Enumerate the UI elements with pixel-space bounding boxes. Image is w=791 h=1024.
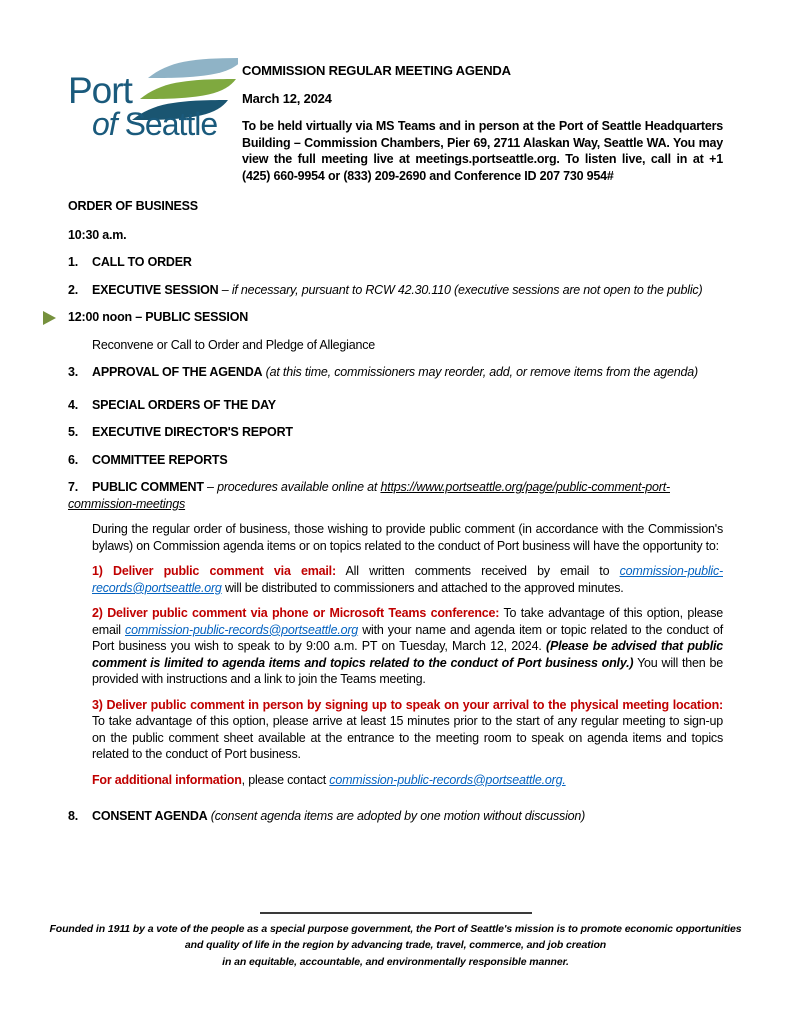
start-time: 10:30 a.m. [68, 227, 127, 242]
option1-lead: 1) Deliver public comment via email: [92, 564, 336, 579]
agenda-item-6 [68, 452, 723, 469]
mission-line-2: and quality of life in the region by advancing trade, travel, commerce, and job creation [184, 939, 607, 952]
item-title: COMMITTEE REPORTS [92, 452, 228, 467]
public-session-label: 12:00 noon – PUBLIC SESSION [68, 310, 249, 325]
additional-info-paragraph [92, 772, 723, 789]
agenda-item-4 [68, 397, 723, 414]
option2-text-after: You will then be provided with instructions and a link to join the Teams meeting. [92, 655, 723, 687]
option1-text-after: will be distributed to commissioners and attached to the approved minutes. [221, 580, 624, 595]
item-title: APPROVAL OF THE AGENDA [92, 365, 263, 380]
item-title: CONSENT AGENDA [92, 809, 208, 824]
item-title: EXECUTIVE SESSION [92, 282, 219, 297]
item-description: (consent agenda items are adopted by one motion without discussion) [210, 809, 586, 824]
logo-word-of: of [92, 106, 117, 142]
item-number: 4. [68, 397, 79, 412]
item-title: CALL TO ORDER [92, 255, 192, 270]
agenda-item-7 [68, 479, 723, 512]
additional-info-text: , please contact [241, 772, 330, 787]
agenda-item-2 [68, 282, 723, 299]
option2-text-mid: with your name and agenda item or topic related to the conduct of Port business you wish to speak to by 9:00 a.m. PT on Tuesday, March 12, 2024. [92, 622, 723, 654]
option3-text: To take advantage of this option, please arrive at least 15 minutes prior to the start of any regular meeting to sign-up on the public comment sheet available at the entrance to the meeting room to speak on agenda items and topics related to the conduct of Port business. [92, 714, 723, 762]
item-description: if necessary, pursuant to RCW 42.30.110 (executive sessions are not open to the public) [231, 282, 703, 297]
item-number: 8. [68, 809, 79, 824]
meeting-location-info: To be held virtually via MS Teams and in person at the Port of Seattle Headquarters Building – Commission Chambers, Pier 69, 2711 Alaskan Way, Seattle WA. You may view the full meeting live at meetings.portseattle.org. To listen live, call in at +1 (425) 660-9954 or (833) 209-2690 and Conference ID 207 730 954# [242, 119, 723, 183]
agenda-item-5 [68, 424, 723, 441]
play-arrow-icon [43, 311, 56, 325]
option2-text: To take advantage of this option, please email [92, 606, 724, 637]
email-link-option2[interactable]: commission-public-records@portseattle.org [125, 622, 359, 637]
header-text-block [242, 56, 723, 184]
public-session-subtext: Reconvene or Call to Order and Pledge of Allegiance [92, 337, 376, 352]
item-number: 3. [68, 365, 79, 380]
additional-info-lead: For additional information [92, 772, 242, 787]
mission-line-3: in an equitable, accountable, and environmentally responsible manner. [222, 955, 569, 968]
option2-paragraph [92, 605, 723, 688]
option3-paragraph [92, 697, 723, 763]
port-of-seattle-logo [68, 56, 238, 148]
document-header [68, 56, 723, 184]
mission-statement [0, 921, 791, 970]
option1-paragraph [92, 563, 723, 596]
item-number: 5. [68, 425, 79, 440]
item-separator: – [218, 282, 232, 297]
logo-word-of-seattle [92, 108, 217, 140]
public-comment-intro: During the regular order of business, those wishing to provide public comment (in accordance with the Commission's bylaws) on Commission agenda items or on topics related to the conduct of Port business will have the opportunity to: [92, 522, 723, 553]
logo-word-seattle: Seattle [124, 106, 218, 142]
item-separator: – [203, 480, 218, 495]
item-title: PUBLIC COMMENT [92, 480, 204, 495]
item-number: 2. [68, 282, 79, 297]
option2-lead: 2) Deliver public comment via phone or Microsoft Teams conference: [92, 606, 500, 621]
item-description: (at this time, commissioners may reorder, add, or remove items from the agenda) [265, 365, 698, 380]
option3-lead: 3) Deliver public comment in person by signing up to speak on your arrival to the physical meeting location: [92, 697, 723, 712]
item-title: SPECIAL ORDERS OF THE DAY [92, 397, 276, 412]
item-description: procedures available online at [217, 480, 381, 495]
item-title: EXECUTIVE DIRECTOR'S REPORT [92, 425, 293, 440]
agenda-item-8 [68, 808, 723, 825]
public-session-row [68, 309, 723, 326]
item-number: 7. [68, 480, 79, 495]
agenda-item-1 [68, 254, 723, 271]
footer-divider [260, 912, 532, 914]
email-link-additional[interactable]: commission-public-records@portseattle.org. [329, 772, 566, 787]
mission-line-1: Founded in 1911 by a vote of the people as a special purpose government, the Port of Seattle's mission is to promote economic opportunities [49, 923, 742, 935]
agenda-item-3 [68, 364, 723, 381]
logo-word-port: Port [68, 70, 132, 111]
page-title: COMMISSION REGULAR MEETING AGENDA [242, 63, 511, 78]
item-number: 1. [68, 255, 79, 270]
order-of-business-heading: ORDER OF BUSINESS [68, 199, 198, 214]
email-link-option1[interactable]: commission-public-records@portseattle.org [92, 564, 723, 595]
meeting-date: March 12, 2024 [242, 91, 332, 107]
option2-advisory: (Please be advised that public comment is limited to agenda items and topics related to the conduct of Port business only.) [92, 639, 723, 670]
option1-text: All written comments received by email to [335, 564, 620, 579]
public-comment-procedures-link[interactable]: https://www.portseattle.org/page/public-comment-port-commission-meetings [68, 480, 670, 511]
page-footer [0, 912, 791, 970]
item-number: 6. [68, 452, 79, 467]
